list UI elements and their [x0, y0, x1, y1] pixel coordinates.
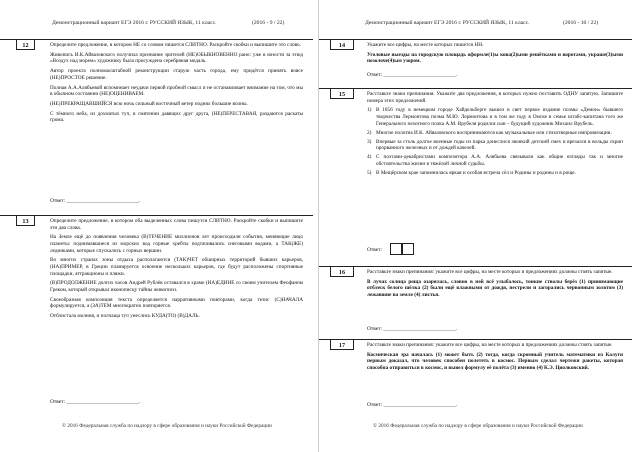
page-header-number: (2016 - 9 / 22) [252, 20, 285, 26]
answer-line[interactable]: Ответ: ___________________________. [50, 198, 141, 204]
list-item [367, 130, 623, 137]
task-paragraph: Своеобразная композиция текста определяется нарративными повторами, когда тезис (С)НАЧАЛА формулируется, а (ЗА)ТЕМ многократно повторяется. [50, 296, 303, 310]
answer-line[interactable]: Ответ: ___________________________. [367, 326, 458, 332]
page-header-title: Демонстрационный вариант ЕГЭ 2016 г. РУССКИЙ ЯЗЫК, 11 класс. [52, 20, 217, 26]
task-sentence: Уголовые выезды на городскую площадь оформле(1)ы кова(2)ыми решётками и воротами, украше(3)ыми позолоче(4)ым узором. [367, 51, 623, 65]
page-footer: © 2016 Федеральная служба по надзору в сфере образования и науки Российской Федерации [373, 423, 583, 429]
list-item [367, 139, 623, 152]
task-14-body [367, 42, 623, 68]
answer-line[interactable]: Ответ: ___________________________. [50, 399, 141, 405]
list-item [367, 154, 623, 167]
task-rule [319, 39, 632, 40]
task-17-body [367, 342, 623, 375]
list-item [367, 170, 623, 177]
page-footer: © 2016 Федеральная служба по надзору в сфере образования и науки Российской Федерации [62, 423, 272, 429]
task-paragraph: Автор проекта полномасштабной реконструкции старую часть города, ему придётся принять вовсе (НЕ)ПРОСТОЕ решение. [50, 68, 303, 81]
task-rule [0, 39, 313, 40]
task-paragraph: Живопись И.К.Айвазовского получила признание зрителей (НЕ)ОБЫКНОВЕННО рано: уже в юности за этюд «Воздух над морем» художнику была присуждена серебряная медаль. [50, 51, 303, 65]
task-instruction: Определите предложение, в котором НЕ со словом пишется СЛИТНО. Раскройте скобки и выпишите это слово. [50, 42, 301, 48]
task-number-box: 12 [16, 39, 35, 50]
task-13-body [50, 218, 303, 323]
task-number-box: 13 [16, 215, 35, 226]
answer-label: Ответ: [367, 247, 383, 253]
task-paragraph: С тёмного неба, из дохматых туч, в смятении давящих друг друга, (НЕ)ПЕРЕСТАВАЯ, раздаются раскаты грома. [50, 110, 303, 124]
list-item [367, 107, 623, 127]
task-15-body [367, 91, 623, 179]
task-paragraph: Полная А.А.Алябьевой вспоминает неудачи первой пробной смысл и не останавливает внимание на том, что мы в обычном состоянии (НЕ)ОЦЕНИВАЕМ. [50, 84, 303, 98]
task-number-box: 15 [330, 88, 354, 99]
task-instruction: Расставьте знаки препинания. Укажите два предложения, в которых нужно поставить ОДНУ запятую. Запишите номера этих предложений. [367, 91, 623, 104]
task-16-body [367, 269, 623, 302]
task-number-box: 14 [330, 39, 354, 50]
task-instruction: Расставьте знаки препинания: укажите все цифры, на месте которых в предложениях должны стоять запятые. [367, 342, 613, 348]
task-paragraph: Во многих странах зоны отдыха располагаются (ТАК)ЧЕТ обширных территорий бывших карьеров, (НА)ПРИМЕР, в Греции планируется освоение нескольких карьеров, где будут расположены спортивные площадки, аттракционы и пляжи. [50, 257, 303, 277]
task-paragraph: На Земле ещё до появления человека (В)ТЕЧЕНИЕ миллионов лет происходили события, меняющие лицо планеты: поднимавшиеся из морских вод горные хребты подтачивались снеговыми водами, а ТАК(ЖЕ) ледниками, которые спускались с горных вершин. [50, 234, 303, 254]
task-rule [319, 339, 632, 340]
page-right [319, 0, 638, 452]
answer-line[interactable]: Ответ: ___________________________. [367, 72, 458, 78]
task-rule [319, 266, 632, 267]
task-instruction: Расставьте знаки препинания: укажите все цифры, на месте которых в предложениях должны стоять запятые. [367, 269, 613, 275]
answer-line[interactable]: Ответ: ___________________________. [367, 402, 458, 408]
sentence-list [367, 107, 623, 176]
task-rule [0, 215, 313, 216]
task-sentence: Космическая эра началась (1) может быть (2) тогда, когда скромный учитель математики из Калуги первым доказал, что человек способен полететь в космос. Первым сделал чертежи ракеты, которая способна отправиться в космос, и вывел формулу её полёта (3) именно (4) К.Э. Циолковский. [367, 351, 623, 371]
item-text: В Мещёрском крае запомнилась яркая и особая встреча сёл и Родины и родины и в роще. [376, 169, 576, 176]
item-text: В 1856 году в немецком городе Хайдельберге вышел в свет первое издание поэмы «Демон» бывшего творчества Лермонтова поэма М.Ю. Лермонтова и в том же году в Омске в семье штабс-капитана того же Генерального пехотного полка А.М. Врубеля родился сын – будущий художник Михаил Врубель. [376, 107, 623, 127]
page-header-number: (2016 - 10 / 22) [563, 20, 599, 26]
task-rule [319, 88, 632, 89]
task-instruction: Определите предложение, в котором оба выделенных слова пишутся СЛИТНО. Раскройте скобки и выпишите эти два слова. [50, 218, 303, 231]
answer-cell[interactable] [402, 243, 414, 255]
task-instruction: Укажите все цифры, на месте которых пишется НН. [367, 42, 484, 48]
item-number: 5) [367, 169, 372, 176]
item-number: 2) [367, 129, 372, 136]
item-number: 1) [367, 107, 372, 114]
item-text: Впервые за столь долгое военные годы из парка донеслися звонкий детский смех и врезался в вольды скрип прорванного железных и от дождей качелей. [376, 138, 623, 152]
task-sentence: В лучах солнца роща озарялась, словно в ней всё улыбалось, тонкие стволы берёз (1) принимающие отблеск белого шёлка (2) были ещё влажными от дождя, пестрели и загорались червонным золотом (3) лежавшие на земле (4) листья. [367, 278, 623, 298]
task-12-body [50, 42, 303, 127]
answer-cell[interactable] [390, 243, 402, 255]
task-paragraph: (НЕ)ПРЕКРАЩАВШИЙСЯ всю ночь сильный восточный ветер поднял большие волны. [50, 100, 248, 107]
page-header-title: Демонстрационный вариант ЕГЭ 2016 г. РУССКИЙ ЯЗЫК, 11 класс. [365, 20, 530, 26]
task-paragraph: (В)ПРОДОЛЖЕНИЕ долгих часов Андрей Рублёв оставался в храме (НА)ЕДИНЕ со своим учителем Феофаном Греком, который открывал иконописцу тайны живописи. [50, 280, 303, 293]
task-number-box: 17 [330, 339, 354, 350]
item-text: Многие полотна И.К. Айвазовского воспринимаются как музыкальные или стихотворные импровизации. [376, 129, 612, 136]
item-number: 4) [367, 154, 372, 161]
task-paragraph: Отблистала молния, и полчаща туч унеслись КУДА(ТО) (В)ДАЛЬ. [50, 313, 200, 320]
item-number: 3) [367, 138, 372, 145]
item-text: С поэтами-декабристами композитора А.А. Алябьева связывали как общие взгляды так и многие обстоятельства жизни в тяжёлой личной судьбы. [376, 154, 623, 167]
task-number-box: 16 [330, 266, 354, 277]
